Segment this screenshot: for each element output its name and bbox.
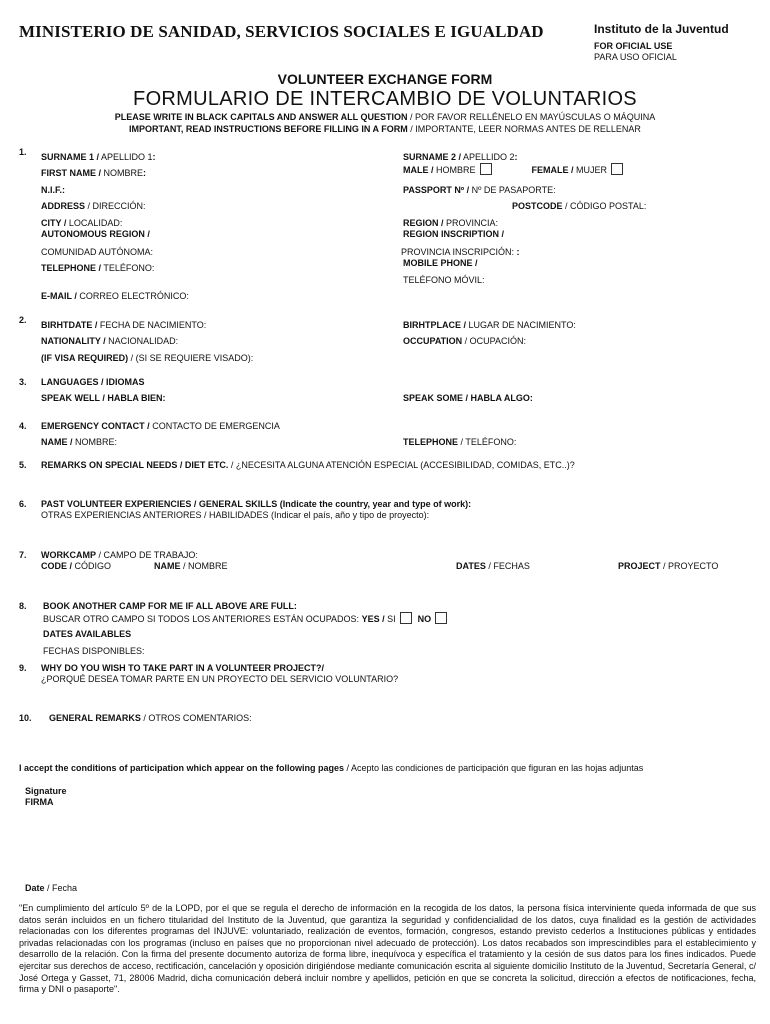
nif-label: N.I.F.: — [41, 185, 65, 195]
form-title-es: FORMULARIO DE INTERCAMBIO DE VOLUNTARIOS — [133, 88, 637, 110]
birthplace-label: BIRHTPLACE / LUGAR DE NACIMIENTO: — [403, 320, 576, 330]
workcamp-label: WORKCAMP / CAMPO DE TRABAJO: — [41, 550, 198, 560]
section-number-5: 5. — [19, 460, 27, 470]
section-number-3: 3. — [19, 377, 27, 387]
region-inscription-label-es: PROVINCIA INSCRIPCIÓN: : — [401, 247, 520, 257]
mobile-label-es: TELÉFONO MÓVIL: — [403, 275, 485, 285]
section-number-7: 7. — [19, 550, 27, 560]
section-number-4: 4. — [19, 421, 27, 431]
section-number-6: 6. — [19, 499, 27, 509]
occupation-label: OCCUPATION / OCUPACIÓN: — [403, 336, 527, 346]
section-number-9: 9. — [19, 663, 27, 673]
section-number-1: 1. — [19, 147, 27, 157]
region-inscription-label: REGION INSCRIPTION / — [403, 229, 505, 239]
form-title-en: VOLUNTEER EXCHANGE FORM — [277, 71, 493, 87]
data-protection-notice: "En cumplimiento del artículo 5º de la LOPD, por el que se regula el derecho de información en la recogida de los datos, la persona física interviniente queda informada de que sus datos serán incluidos en un fichero titularidad del Instituto de la Juventud, que garantiza la seguridad y confidencialidad de los datos, cuya finalidad es la gestión de actividades relacionadas con los diferentes programas del INJUVE: voluntariado, realización de eventos, formación, congresos, estando previsto cederlos a Instituciones públicas y entidades privadas relacionadas con los programas (incluso en países que no proporcionan nivel adecuado de protección). Los datos recabados son imprescindibles para el establecimiento y desarrollo de la relación. Con la firma del presente documento autoriza de forma libre, inequívoca y específica el tratamiento y la cesión de sus datos para los fines indicados. Puede ejercitar sus derechos de acceso, rectificación, cancelación y oposición dirigiéndose mediante comunicación escrita al siguiente domicilio Instituto de la Juventud, Secretaría General, c/ José Ortega y Gasset, 71, 28006 Madrid, dicha comunicación deberá incluir nombre y apellidos, petición en que se concreta la solicitud, dirección a efectos de notificaciones, fecha, firma y DNI o pasaporte". — [19, 903, 756, 995]
book-another-row: BUSCAR OTRO CAMPO SI TODOS LOS ANTERIORES ESTÁN OCUPADOS: YES / SI NO — [43, 612, 453, 625]
birthdate-label: BIRHTDATE / FECHA DE NACIMIENTO: — [41, 320, 207, 330]
dates-available-label: DATES AVAILABLES — [43, 629, 132, 639]
official-use-label: FOR OFICIAL USE — [594, 41, 673, 51]
surname1-label: SURNAME 1 / APELLIDO 1: — [41, 152, 156, 162]
emergency-contact-label: EMERGENCY CONTACT / CONTACTO DE EMERGENCIA — [41, 421, 280, 431]
emergency-name-label: NAME / NOMBRE: — [41, 437, 118, 447]
yes-checkbox[interactable] — [400, 612, 412, 624]
official-use-label-es: PARA USO OFICIAL — [594, 52, 677, 62]
postcode-label: POSTCODE / CÓDIGO POSTAL: — [512, 201, 647, 211]
date-label: Date / Fecha — [25, 883, 78, 893]
institute-name: Instituto de la Juventud — [594, 22, 729, 36]
accept-conditions: I accept the conditions of participation which appear on the following pages / Acepto las condiciones de participación que figuran en las hojas adjuntas — [19, 763, 644, 773]
workcamp-project-label: PROJECT / PROYECTO — [618, 561, 719, 571]
past-experience-label: PAST VOLUNTEER EXPERIENCIES / GENERAL SKILLS (Indicate the country, year and type of work): — [41, 499, 472, 509]
why-volunteer-label-es: ¿PORQUÉ DESEA TOMAR PARTE EN UN PROYECTO DEL SERVICIO VOLUNTARIO? — [41, 674, 399, 684]
ministry-heading: MINISTERIO DE SANIDAD, SERVICIOS SOCIALES E IGUALDAD — [19, 22, 544, 41]
nationality-label: NATIONALITY / NACIONALIDAD: — [41, 336, 179, 346]
instructions-line-1: PLEASE WRITE IN BLACK CAPITALS AND ANSWER ALL QUESTION / POR FAVOR RELLÉNELO EN MAYÚSCULAS O MÁQUINA — [114, 112, 656, 122]
region-label: REGION / PROVINCIA: — [403, 218, 499, 228]
signature-label-es: FIRMA — [25, 797, 54, 807]
email-label: E-MAIL / CORREO ELECTRÓNICO: — [41, 291, 189, 301]
languages-label: LANGUAGES / IDIOMAS — [41, 377, 145, 387]
general-remarks-label: GENERAL REMARKS / OTROS COMENTARIOS: — [49, 713, 252, 723]
section-number-10: 10. — [19, 713, 32, 723]
special-needs-label: REMARKS ON SPECIAL NEEDS / DIET ETC. / ¿NECESITA ALGUNA ATENCIÓN ESPECIAL (ACCESIBILIDAD, COMIDAS, ETC..)? — [41, 460, 575, 470]
address-label: ADDRESS / DIRECCIÓN: — [41, 201, 146, 211]
instructions-line-2: IMPORTANT, READ INSTRUCTIONS BEFORE FILLING IN A FORM / IMPORTANTE, LEER NORMAS ANTES DE RELLENAR — [129, 124, 641, 134]
city-label: CITY / LOCALIDAD: — [41, 218, 123, 228]
visa-label: (IF VISA REQUIRED) / (SI SE REQUIERE VISADO): — [41, 353, 254, 363]
workcamp-name-label: NAME / NOMBRE — [154, 561, 228, 571]
signature-label: Signature — [25, 786, 67, 796]
speak-some-label: SPEAK SOME / HABLA ALGO: — [403, 393, 533, 403]
workcamp-dates-label: DATES / FECHAS — [456, 561, 530, 571]
book-another-label: BOOK ANOTHER CAMP FOR ME IF ALL ABOVE ARE FULL: — [43, 601, 297, 611]
why-volunteer-label: WHY DO YOU WISH TO TAKE PART IN A VOLUNTEER PROJECT?/ — [41, 663, 325, 673]
passport-label: PASSPORT Nº / Nº DE PASAPORTE: — [403, 185, 556, 195]
workcamp-code-label: CODE / CÓDIGO — [41, 561, 112, 571]
dates-available-label-es: FECHAS DISPONIBLES: — [43, 646, 145, 656]
no-checkbox[interactable] — [435, 612, 447, 624]
first-name-label: FIRST NAME / NOMBRE: — [41, 168, 147, 178]
female-checkbox[interactable] — [611, 163, 623, 175]
surname2-label: SURNAME 2 / APELLIDO 2: — [403, 152, 518, 162]
past-experience-label-es: OTRAS EXPERIENCIAS ANTERIORES / HABILIDADES (Indicar el país, año y tipo de proyecto): — [41, 510, 430, 520]
section-number-8: 8. — [19, 601, 27, 611]
speak-well-label: SPEAK WELL / HABLA BIEN: — [41, 393, 166, 403]
section-number-2: 2. — [19, 315, 27, 325]
telephone-label: TELEPHONE / TELÉFONO: — [41, 263, 155, 273]
gender-row: MALE / HOMBRE FEMALE / MUJER — [403, 163, 629, 176]
mobile-label: MOBILE PHONE / — [403, 258, 478, 268]
male-checkbox[interactable] — [480, 163, 492, 175]
emergency-telephone-label: TELEPHONE / TELÉFONO: — [403, 437, 517, 447]
autonomous-region-label-es: COMUNIDAD AUTÓNOMA: — [41, 247, 154, 257]
autonomous-region-label: AUTONOMOUS REGION / — [41, 229, 150, 239]
